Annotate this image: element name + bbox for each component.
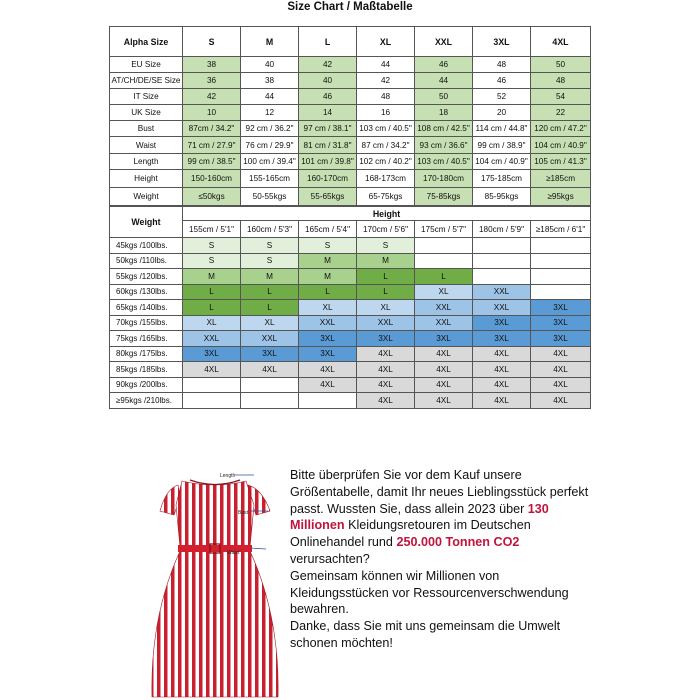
size-value-cell: 75-85kgs — [415, 187, 473, 205]
size-value-cell: 42 — [183, 89, 241, 105]
fit-chart-row — [110, 284, 591, 300]
size-chart-row — [110, 121, 591, 137]
height-cell: 180cm / 5'9" — [473, 221, 531, 238]
weight-label: 80kgs /175lbs. — [110, 346, 183, 362]
fit-size-cell: XL — [299, 300, 357, 316]
weight-header: Weight — [110, 207, 183, 238]
height-cell: 155cm / 5'1" — [183, 221, 241, 238]
waist-label: Waist — [227, 550, 240, 556]
weight-label: 90kgs /200lbs. — [110, 377, 183, 393]
size-value-cell: 10 — [183, 105, 241, 121]
weight-label: 45kgs /100lbs. — [110, 238, 183, 254]
size-value-cell: 55-65kgs — [299, 187, 357, 205]
size-value-cell: 40 — [241, 57, 299, 73]
size-value-cell: 36 — [183, 73, 241, 89]
fit-size-cell: 4XL — [415, 346, 473, 362]
fit-size-cell: XXL — [183, 331, 241, 347]
size-value-cell: 103 cm / 40.5" — [415, 153, 473, 169]
fit-chart-row — [110, 269, 591, 285]
fit-size-cell: 4XL — [473, 346, 531, 362]
fit-size-cell: XL — [183, 315, 241, 331]
fit-size-cell: M — [299, 269, 357, 285]
fit-size-cell: L — [241, 284, 299, 300]
fit-size-cell: XL — [357, 300, 415, 316]
size-value-cell: 103 cm / 40.5" — [357, 121, 415, 137]
size-value-cell: 102 cm / 40.2" — [357, 153, 415, 169]
fit-chart-table — [109, 206, 591, 409]
fit-size-cell: S — [241, 253, 299, 269]
fit-size-cell: XXL — [357, 315, 415, 331]
size-value-cell: ≤50kgs — [183, 187, 241, 205]
size-value-cell: 120 cm / 47.2" — [531, 121, 591, 137]
fit-size-cell: 4XL — [531, 346, 591, 362]
fit-size-cell: 4XL — [531, 393, 591, 409]
size-value-cell: 46 — [415, 57, 473, 73]
size-value-cell: 54 — [531, 89, 591, 105]
fit-chart-row — [110, 238, 591, 254]
size-value-cell: 93 cm / 36.6" — [415, 137, 473, 153]
size-value-cell: 50-55kgs — [241, 187, 299, 205]
size-chart-row — [110, 89, 591, 105]
size-value-cell: 92 cm / 36.2" — [241, 121, 299, 137]
height-header: Height — [183, 207, 591, 221]
fit-size-cell: S — [183, 238, 241, 254]
fit-size-cell: XXL — [299, 315, 357, 331]
fit-size-cell: XXL — [415, 300, 473, 316]
fit-size-cell — [241, 393, 299, 409]
fit-chart-row — [110, 393, 591, 409]
fit-size-cell: S — [183, 253, 241, 269]
fit-chart-row — [110, 315, 591, 331]
size-value-cell: 160-170cm — [299, 169, 357, 187]
fit-size-cell — [415, 238, 473, 254]
row-label: IT Size — [110, 89, 183, 105]
dress-illustration — [150, 467, 280, 700]
page-title: Size Chart / Maßtabelle — [287, 1, 413, 13]
size-value-cell: 170-180cm — [415, 169, 473, 187]
fit-size-cell: 3XL — [531, 300, 591, 316]
row-label: Bust — [110, 121, 183, 137]
size-value-cell: 48 — [473, 57, 531, 73]
size-value-cell: 104 cm / 40.9" — [473, 153, 531, 169]
fit-size-cell — [531, 269, 591, 285]
size-value-cell: 42 — [299, 57, 357, 73]
size-value-cell: 104 cm / 40.9" — [531, 137, 591, 153]
size-chart-row — [110, 137, 591, 153]
size-value-cell: 14 — [299, 105, 357, 121]
fit-size-cell: 4XL — [415, 393, 473, 409]
size-chart-header-row — [110, 27, 591, 57]
size-value-cell: 38 — [241, 73, 299, 89]
bust-label: Bust — [238, 510, 249, 516]
fit-size-cell: M — [241, 269, 299, 285]
fit-size-cell — [299, 393, 357, 409]
weight-label: 65kgs /140lbs. — [110, 300, 183, 316]
fit-size-cell — [531, 238, 591, 254]
fit-size-cell: 3XL — [357, 331, 415, 347]
header-cell: Alpha Size — [110, 27, 183, 57]
fit-size-cell: 4XL — [415, 377, 473, 393]
fit-size-cell — [183, 377, 241, 393]
fit-size-cell: XXL — [415, 315, 473, 331]
fit-size-cell: XXL — [473, 300, 531, 316]
fit-size-cell: XL — [415, 284, 473, 300]
fit-size-cell: 4XL — [299, 377, 357, 393]
fit-size-cell: 3XL — [241, 346, 299, 362]
fit-size-cell — [531, 284, 591, 300]
size-value-cell: 50 — [415, 89, 473, 105]
weight-label: 85kgs /185lbs. — [110, 362, 183, 378]
info-text — [290, 467, 590, 652]
size-value-cell: 44 — [241, 89, 299, 105]
fit-size-cell: 4XL — [473, 377, 531, 393]
size-value-cell: 114 cm / 44.8" — [473, 121, 531, 137]
size-value-cell: 105 cm / 41.3" — [531, 153, 591, 169]
size-value-cell: 87 cm / 34.2" — [357, 137, 415, 153]
size-value-cell: 20 — [473, 105, 531, 121]
fit-size-cell: M — [357, 253, 415, 269]
fit-size-cell: XL — [241, 315, 299, 331]
fit-size-cell — [183, 393, 241, 409]
fit-size-cell: 4XL — [241, 362, 299, 378]
size-value-cell: 101 cm / 39.8" — [299, 153, 357, 169]
info-paragraph-2: Gemeinsam können wir Millionen von Kleidungsstücken vor Ressourcenverschwendung bewahren. — [290, 568, 569, 617]
fit-size-cell: 4XL — [357, 346, 415, 362]
fit-size-cell: L — [357, 284, 415, 300]
header-cell: S — [183, 27, 241, 57]
size-value-cell: 76 cm / 29.9" — [241, 137, 299, 153]
size-value-cell: 50 — [531, 57, 591, 73]
fit-size-cell: 3XL — [531, 331, 591, 347]
weight-label: 55kgs /120lbs. — [110, 269, 183, 285]
fit-size-cell: 4XL — [531, 377, 591, 393]
size-value-cell: 85-95kgs — [473, 187, 531, 205]
fit-chart-header-row — [110, 207, 591, 221]
fit-size-cell: 3XL — [183, 346, 241, 362]
fit-size-cell — [241, 377, 299, 393]
highlight-returns: 130 Millionen — [290, 501, 549, 533]
size-value-cell: 16 — [357, 105, 415, 121]
row-label: Weight — [110, 187, 183, 205]
fit-chart-row — [110, 331, 591, 347]
fit-size-cell: 3XL — [531, 315, 591, 331]
fit-size-cell: M — [183, 269, 241, 285]
size-value-cell: 155-165cm — [241, 169, 299, 187]
size-value-cell: 81 cm / 31.8" — [299, 137, 357, 153]
size-value-cell: 12 — [241, 105, 299, 121]
header-cell: M — [241, 27, 299, 57]
size-value-cell: 22 — [531, 105, 591, 121]
size-chart-row — [110, 153, 591, 169]
fit-size-cell: L — [357, 269, 415, 285]
fit-chart-row — [110, 253, 591, 269]
header-cell: 4XL — [531, 27, 591, 57]
fit-size-cell — [473, 269, 531, 285]
size-value-cell: 46 — [473, 73, 531, 89]
size-value-cell: 48 — [531, 73, 591, 89]
info-paragraph-1: Bitte überprüfen Sie vor dem Kauf unsere Größentabelle, damit Ihr neues Lieblingsstück perfekt passt. Wussten Sie, dass allein 2023 über 130 Millionen Kleidungsretouren im Deutschen Onlinehandel rund 250.000 Tonnen CO2 verursachten? — [290, 468, 589, 566]
size-value-cell: 18 — [415, 105, 473, 121]
fit-size-cell: 3XL — [299, 346, 357, 362]
size-value-cell: 150-160cm — [183, 169, 241, 187]
fit-size-cell: 3XL — [415, 331, 473, 347]
row-label: Length — [110, 153, 183, 169]
size-chart-row — [110, 73, 591, 89]
fit-size-cell: L — [183, 300, 241, 316]
fit-size-cell: L — [299, 284, 357, 300]
height-cell: 160cm / 5'3" — [241, 221, 299, 238]
height-cell: 170cm / 5'6" — [357, 221, 415, 238]
fit-size-cell: 3XL — [473, 315, 531, 331]
fit-size-cell: S — [241, 238, 299, 254]
size-chart-row — [110, 187, 591, 205]
fit-size-cell: XXL — [473, 284, 531, 300]
weight-label: 50kgs /110lbs. — [110, 253, 183, 269]
height-cell: ≥185cm / 6'1" — [531, 221, 591, 238]
fit-size-cell: 4XL — [473, 393, 531, 409]
highlight-co2: 250.000 Tonnen CO2 — [396, 535, 520, 550]
size-value-cell: 97 cm / 38.1" — [299, 121, 357, 137]
fit-size-cell: 4XL — [357, 377, 415, 393]
size-value-cell: ≥95kgs — [531, 187, 591, 205]
size-chart-table — [109, 26, 591, 206]
size-chart-row — [110, 57, 591, 73]
size-value-cell: 65-75kgs — [357, 187, 415, 205]
header-cell: 3XL — [473, 27, 531, 57]
row-label: EU Size — [110, 57, 183, 73]
fit-size-cell — [473, 238, 531, 254]
size-value-cell: 48 — [357, 89, 415, 105]
height-values-row — [110, 221, 591, 238]
height-cell: 165cm / 5'4" — [299, 221, 357, 238]
fit-size-cell: L — [415, 269, 473, 285]
fit-size-cell: S — [357, 238, 415, 254]
info-paragraph-3: Danke, dass Sie mit uns gemeinsam die Umwelt schonen möchten! — [290, 619, 561, 650]
size-value-cell: 87cm / 34.2" — [183, 121, 241, 137]
fit-size-cell: L — [241, 300, 299, 316]
waist-marker — [250, 548, 266, 549]
size-value-cell: 38 — [183, 57, 241, 73]
fit-size-cell: 3XL — [473, 331, 531, 347]
fit-size-cell: 4XL — [531, 362, 591, 378]
fit-chart-row — [110, 362, 591, 378]
size-value-cell: ≥185cm — [531, 169, 591, 187]
fit-size-cell: 4XL — [299, 362, 357, 378]
size-value-cell: 71 cm / 27.9" — [183, 137, 241, 153]
header-cell: XXL — [415, 27, 473, 57]
fit-chart-row — [110, 300, 591, 316]
fit-chart-row — [110, 346, 591, 362]
fit-size-cell: 3XL — [299, 331, 357, 347]
fit-size-cell: M — [299, 253, 357, 269]
fit-size-cell: XXL — [241, 331, 299, 347]
size-value-cell: 52 — [473, 89, 531, 105]
fit-chart-row — [110, 377, 591, 393]
fit-size-cell: 4XL — [183, 362, 241, 378]
fit-size-cell: S — [299, 238, 357, 254]
fit-size-cell: 4XL — [357, 393, 415, 409]
weight-label: 60kgs /130lbs. — [110, 284, 183, 300]
header-cell: XL — [357, 27, 415, 57]
row-label: Waist — [110, 137, 183, 153]
size-value-cell: 42 — [357, 73, 415, 89]
row-label: UK Size — [110, 105, 183, 121]
fit-size-cell — [415, 253, 473, 269]
size-value-cell: 108 cm / 42.5" — [415, 121, 473, 137]
length-label: Length — [220, 473, 236, 479]
weight-label: 75kgs /165lbs. — [110, 331, 183, 347]
weight-label: ≥95kgs /210lbs. — [110, 393, 183, 409]
weight-label: 70kgs /155lbs. — [110, 315, 183, 331]
size-value-cell: 175-185cm — [473, 169, 531, 187]
size-chart-row — [110, 169, 591, 187]
size-value-cell: 99 cm / 38.9" — [473, 137, 531, 153]
size-value-cell: 168-173cm — [357, 169, 415, 187]
size-value-cell: 44 — [415, 73, 473, 89]
header-cell: L — [299, 27, 357, 57]
fit-size-cell: 4XL — [415, 362, 473, 378]
size-value-cell: 99 cm / 38.5" — [183, 153, 241, 169]
size-value-cell: 100 cm / 39.4" — [241, 153, 299, 169]
fit-size-cell: L — [183, 284, 241, 300]
size-chart-row — [110, 105, 591, 121]
height-cell: 175cm / 5'7" — [415, 221, 473, 238]
row-label: AT/CH/DE/SE Size — [110, 73, 183, 89]
size-value-cell: 40 — [299, 73, 357, 89]
size-value-cell: 46 — [299, 89, 357, 105]
row-label: Height — [110, 169, 183, 187]
fit-size-cell — [473, 253, 531, 269]
fit-size-cell: 4XL — [357, 362, 415, 378]
fit-size-cell: 4XL — [473, 362, 531, 378]
fit-size-cell — [531, 253, 591, 269]
size-value-cell: 44 — [357, 57, 415, 73]
